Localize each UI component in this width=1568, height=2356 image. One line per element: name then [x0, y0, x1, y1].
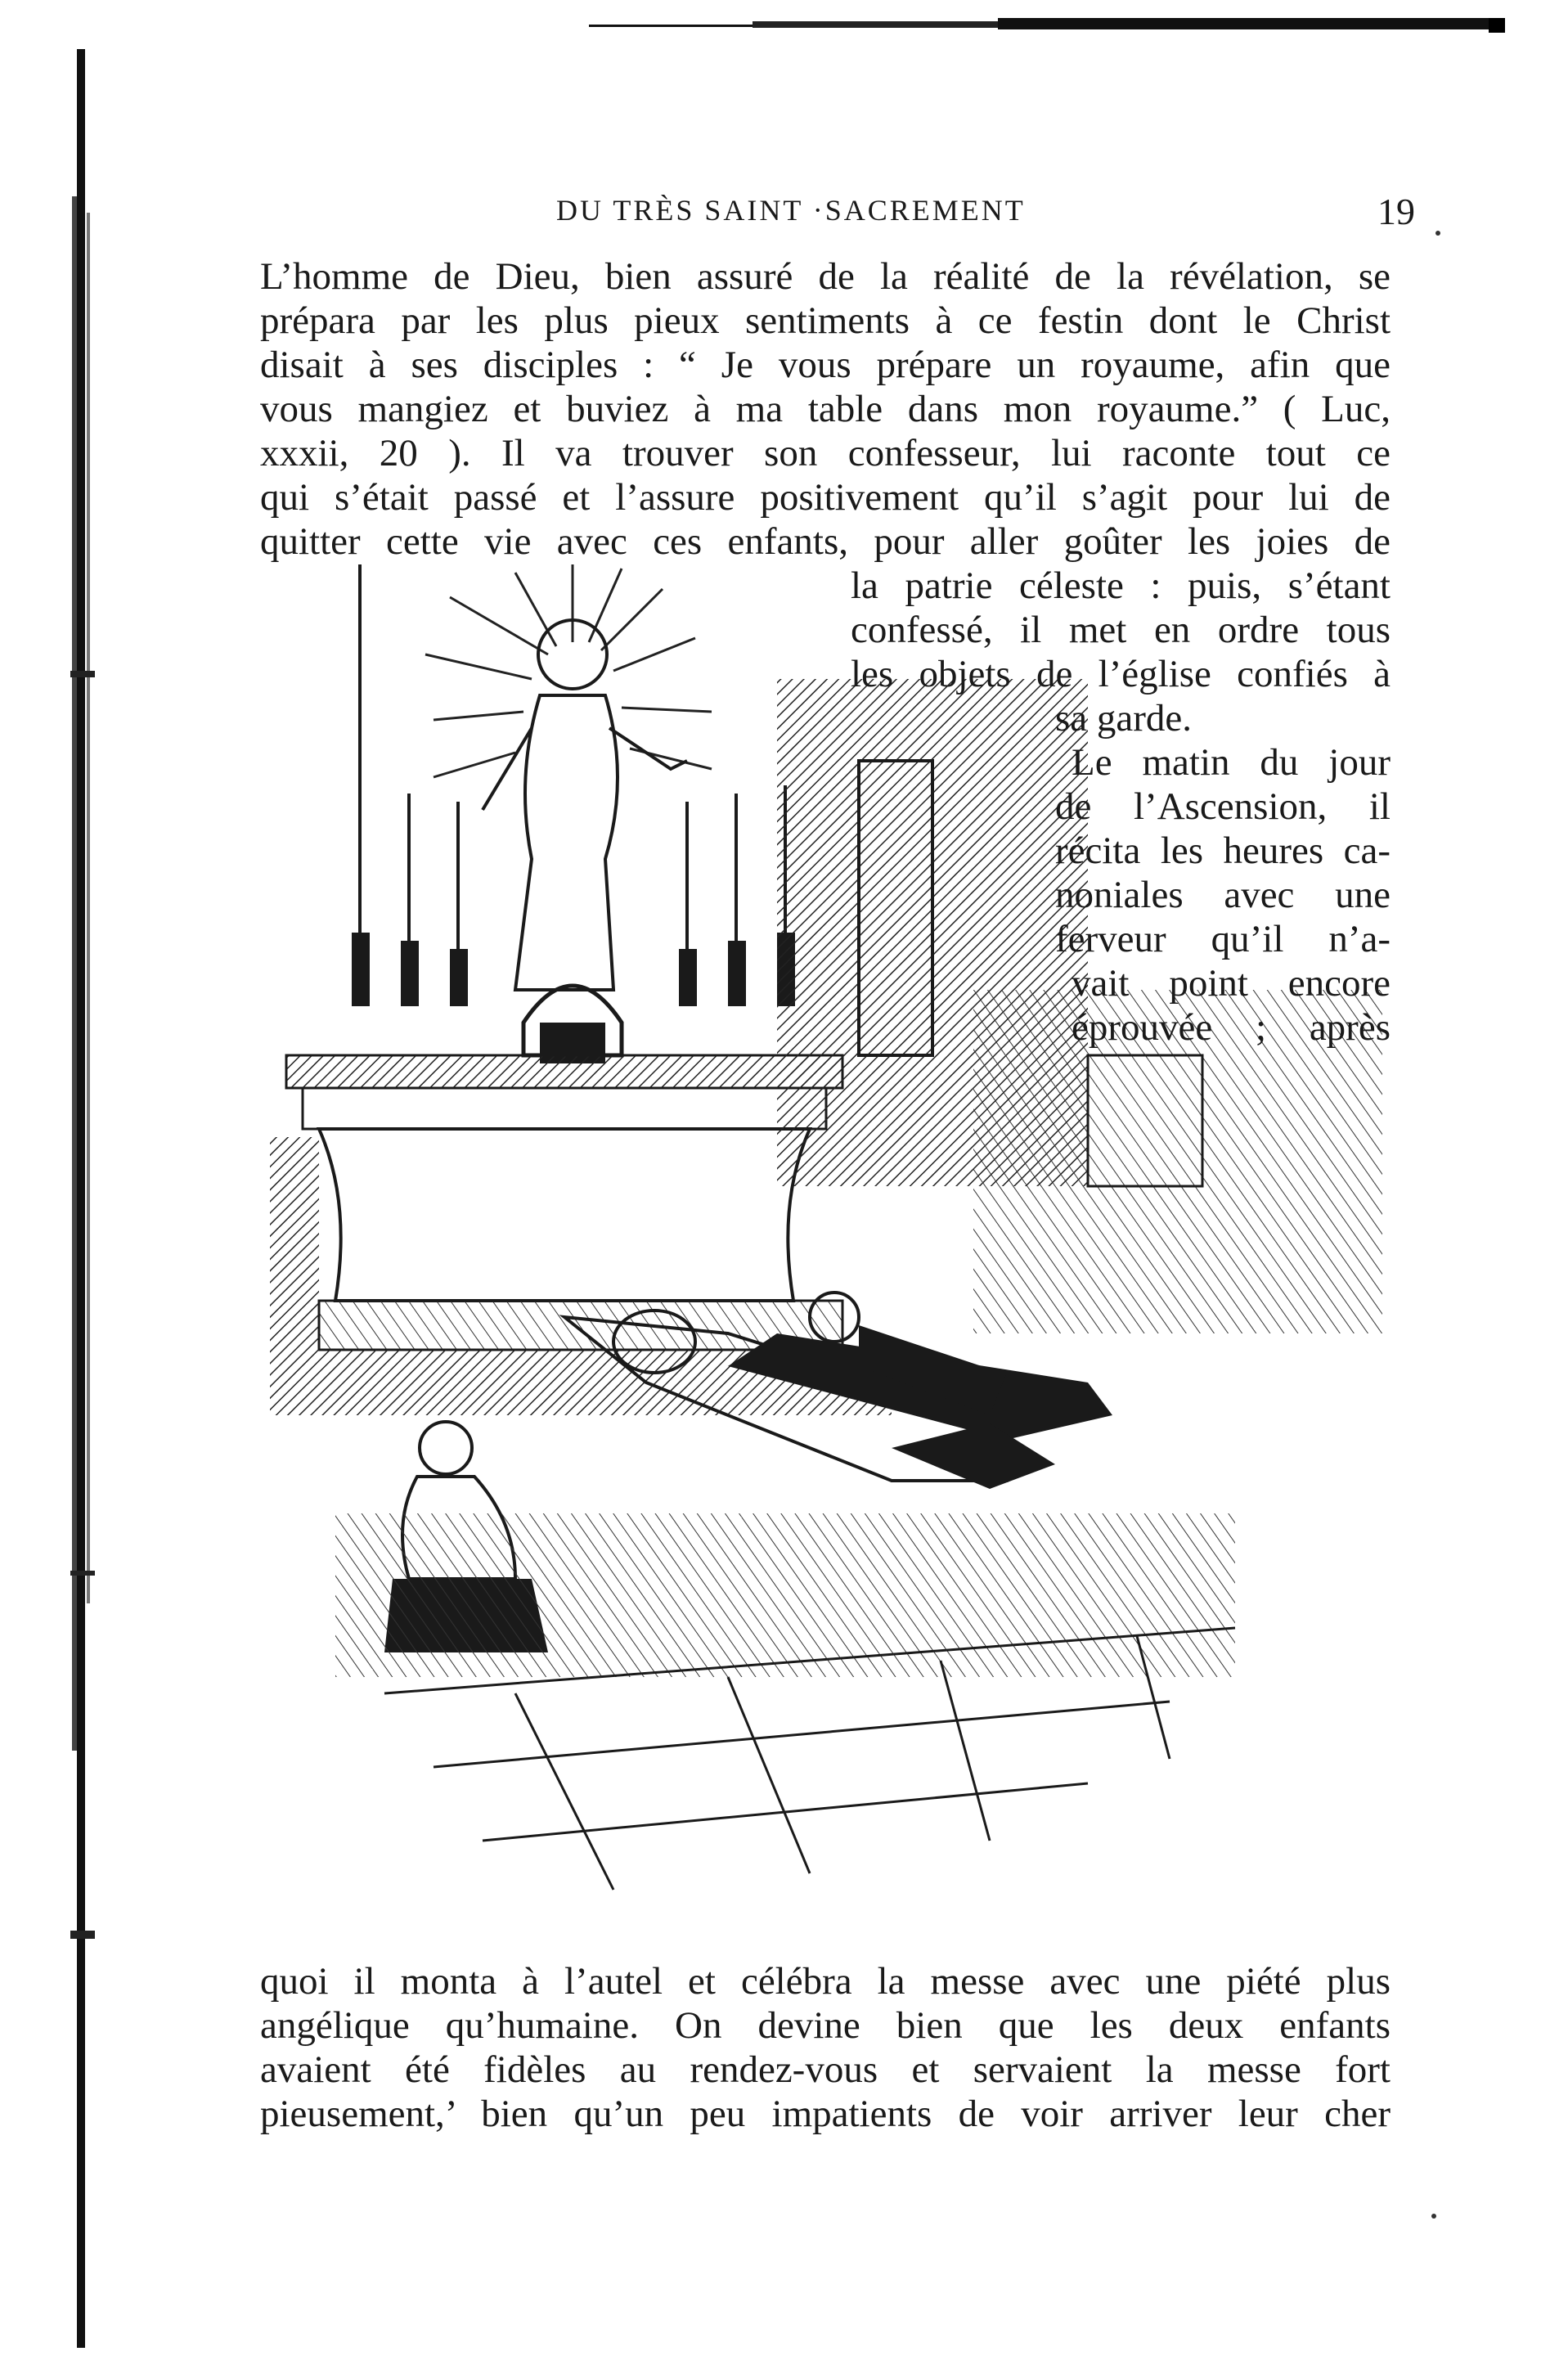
- text-line: sa garde.: [1055, 697, 1193, 740]
- tabernacle: [523, 986, 622, 1063]
- text-line: confessé, il met en ordre tous: [851, 609, 1391, 651]
- text-line: prépara par les plus pieux sentiments à ce festin dont le Christ: [260, 299, 1391, 342]
- text-line: éprouvée ; après: [1072, 1006, 1391, 1049]
- text-line: avaient été fidèles au rendez-vous et servaient la messe fort: [260, 2048, 1391, 2091]
- scan-speck: [1431, 2214, 1436, 2219]
- candlesticks: [352, 933, 795, 1006]
- running-title: DU TRÈS SAINT ·SACREMENT: [556, 194, 1026, 227]
- page-number: 19: [1377, 191, 1415, 232]
- text-line: ferveur qu’il n’a-: [1055, 918, 1391, 960]
- text-line: qui s’était passé et l’assure positivement qu’il s’agit pour lui de: [260, 476, 1391, 519]
- text-line: angélique qu’humaine. On devine bien que les deux enfants: [260, 2004, 1391, 2047]
- text-line: récita les heures ca-: [1055, 830, 1391, 872]
- text-line: L’homme de Dieu, bien assuré de la réalité de la révélation, se: [260, 255, 1391, 298]
- text-line: les objets de l’église confiés à: [851, 653, 1391, 695]
- binding-edge: [70, 49, 95, 2348]
- running-header: [556, 193, 1415, 242]
- text-line: disait à ses disciples : “ Je vous prépare un royaume, afin que: [260, 344, 1391, 386]
- text-line: Le matin du jour: [1072, 741, 1391, 784]
- text-line: pieusement,’ bien qu’un peu impatients de voir arriver leur cher: [260, 2093, 1391, 2135]
- text-line: quoi il monta à l’autel et célébra la messe avec une piété plus: [260, 1960, 1391, 2003]
- text-line: noniales avec une: [1055, 874, 1391, 916]
- floor-tiles: [335, 1513, 1235, 1890]
- text-line: xxxii, 20 ). Il va trouver son confesseur, lui raconte tout ce: [260, 432, 1391, 474]
- radiance-rays: [425, 564, 712, 777]
- text-line: vait point encore: [1072, 962, 1391, 1005]
- top-rule: [589, 18, 1505, 33]
- text-line: la patrie céleste : puis, s’étant: [851, 564, 1391, 607]
- scan-speck: [1435, 231, 1440, 236]
- text-line: de l’Ascension, il: [1055, 785, 1391, 828]
- text-line: vous mangiez et buviez à ma table dans mon royaume.” ( Luc,: [260, 388, 1391, 430]
- text-line: quitter cette vie avec ces enfants, pour aller goûter les joies de: [260, 520, 1391, 563]
